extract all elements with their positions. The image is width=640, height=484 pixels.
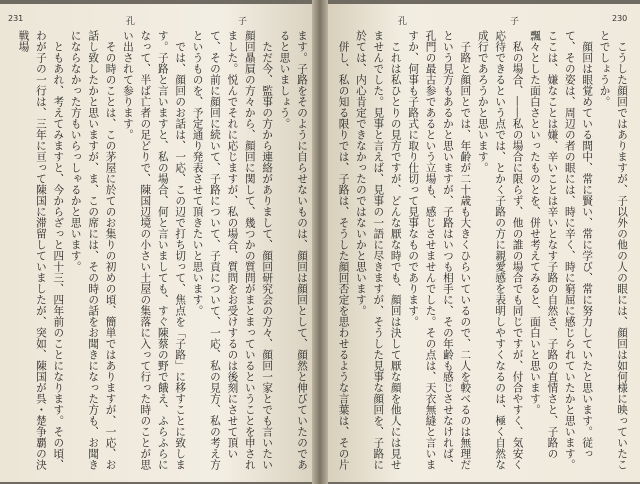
left-paragraph-4: その時のことは、この茅屋に於てのお集りの初めの頃、簡単ではありますが、一応、お話し致したかと思いますが、ま、この席には、その時の話をお聞きになった方も、お聞きにならなかった方もいらっしゃるかと思います。 xyxy=(69,30,117,470)
right-running-head-1: 孔 xyxy=(398,17,408,27)
left-page-body xyxy=(10,30,310,472)
left-paragraph-5: ともあれ、考えてみますと、今からざっと四十三、四年前のことになります。その頃、わが子の一行は、三年に亘って陳国に滞留していましたが、突如、陳国が呉・楚争覇の決戦場 xyxy=(17,30,65,470)
right-page xyxy=(322,4,640,482)
left-running-head-1: 孔 xyxy=(126,17,136,27)
left-page xyxy=(0,4,318,482)
right-page-body xyxy=(336,30,630,472)
left-paragraph-3: では、顔回のお話は、一応、この辺で打ち切って、焦点を「子路」に移すことに致します。子路と言いますと、私の場合、何と言いましても、すぐ陳蔡の野で餓え、ふらふらになって、半ば亡者の足どりで、陳国辺境の小さい土屋の集落に入って行った時のことが思い出されて参ります。 xyxy=(121,30,187,470)
left-paragraph-1: ます。子路をそのように自らせないものは、顔回は顔回として、顔然と伸びていたのであると思いましょう。 xyxy=(278,30,308,470)
left-page-number: 231 xyxy=(8,14,24,23)
right-page-number: 230 xyxy=(612,14,628,23)
right-paragraph-5: これは私ひとりの見方ですが、どんな厭な時でも、顔回は決して厭な顔を他人には見せませんでした。見事と言えば、見事の一語に尽きますが、そうした見事な顔回を、子路に於ては、内心肯定できなかったのではないかと思います。 xyxy=(354,30,402,470)
right-paragraph-6: 併し、私の知る限りでは、子路は、そうした顔回否定を思わせるような言葉は、その片 xyxy=(337,40,350,470)
book-gutter xyxy=(312,0,328,484)
left-running-head-2: 子 xyxy=(238,17,248,27)
right-paragraph-1: こうした顔回ではありますが、子以外の他の人の眼には、顔回は如何様に映っていたことでしょうか。 xyxy=(598,30,628,470)
right-running-head-2: 子 xyxy=(510,17,520,27)
right-paragraph-3: 私の場合、――私の場合に限らず、他の誰の場合でも同じですが、付合やすく、気安く応待できるという点では、とかく子路の方に親愛感を表明しやすくなるのは、極く自然な成行であろうかと思います。 xyxy=(476,30,524,470)
left-paragraph-2: ただ今、監事の方から連絡がありまして、顔回研究会の方々、顔回一家とでも言いたい顔回贔屓の方々から、顔回に関して、幾つかの質問がまとまっているということを申されました。悦んでそれに応じますが、私の場合、質問をお受けするのは後刻にさせて頂いて、その前に顔回に続いて、子路について、子貢について、一応、私の見方、私の考え方というものを、予定通り発表させて頂きたいと思います。 xyxy=(191,30,274,470)
right-paragraph-2: 顔回は眼覚めている間中、常に賢い、常に学び、常に努力していたと思います。従って、その姿は、周辺の者の眼には、時に辛く、時に窮屈に感じられていたかと思います。ここは、嫌なことは嫌、辛いことは辛いとなす子路の自然さ、子路の直情さと、子路の飄々とした面白さといったものとを、併せ考えてみると、面白いと思います。 xyxy=(528,30,594,470)
right-paragraph-4: 子路と顔回とでは、年齢が二十歳も大きくひらいているので、二人を較べるのは無理だという見方もあるかと思いますが、子路はいつも相手に、その年齢も感じさせなければ、孔門の最古参であるという立場も、感じさせませんでした。その点は、天衣無縫と言いますか、何事も子路式に取り仕切って見事なものであります。 xyxy=(407,30,472,470)
